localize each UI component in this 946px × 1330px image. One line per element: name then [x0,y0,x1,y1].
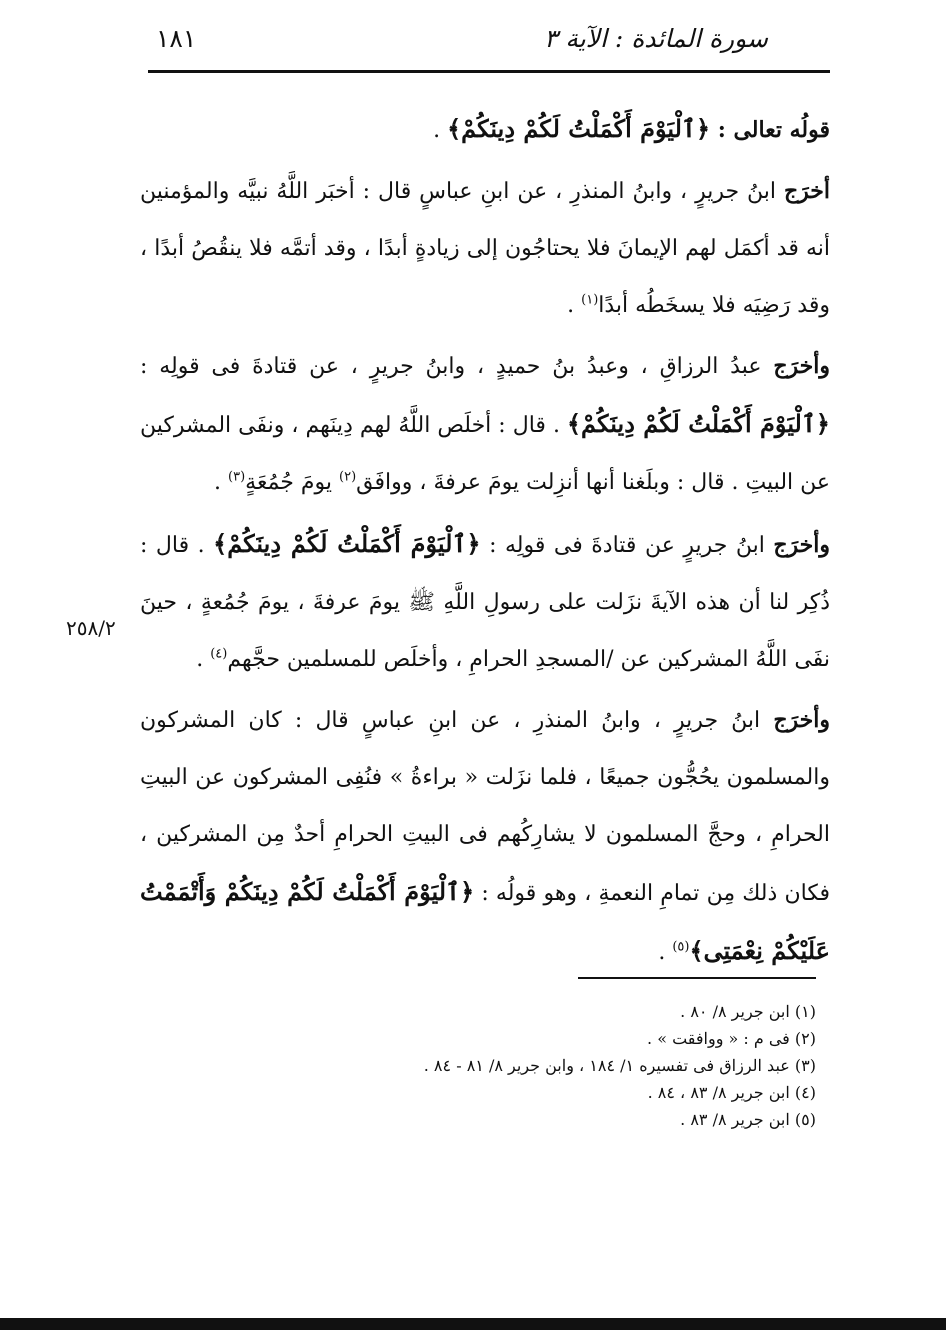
paragraph-text: ابنُ جريرٍ ، وابنُ المنذرِ ، عن ابنِ عباسٍ قال : كان المشركون والمسلمون يحُجُّون جميعًا ، فلما نزَلت « براءةُ » فنُفِى المشركون عن البيتِ الحرامِ ، وحجَّ المسلمون لا يشارِكُهم فى البيتِ الحرامِ أحدٌ مِن المشركين ، فكان ذلك مِن تمامِ النعمةِ ، وهو قولُه : [140,708,830,906]
footnote-ref: (٣) [228,469,246,485]
quran-quote: ﴿ٱلْيَوْمَ أَكْمَلْتُ لَكُمْ دِينَكُمْ﴾ [447,114,711,143]
paragraph-end: . [658,940,673,965]
paragraph-end: . [567,293,582,318]
quran-quote: ﴿ٱلْيَوْمَ أَكْمَلْتُ لَكُمْ دِينَكُمْ﴾ [566,409,830,438]
header-rule [148,70,830,73]
paragraph-verse-heading [140,100,830,159]
margin-volume-page-note: ٢٥٨/٢ [66,616,116,640]
footnote-3: (٣) عبد الرزاق فى تفسيره ١/ ١٨٤ ، وابن جرير ٨/ ٨١ - ٨٤ . [423,1056,816,1075]
lead-word: وأخرَج [773,353,830,379]
paragraph-text: ابنُ جريرٍ ، وابنُ المنذرِ ، عن ابنِ عباسٍ قال : أخبَر اللَّهُ نبيَّه والمؤمنين أنه قد أكمَل لهم الإيمانَ فلا يحتاجُون إلى زيادةٍ أبدًا ، وقد أتمَّه فلا ينقُصُ أبدًا ، وقد رَضِيَه فلا يسخَطُه أبدًا [140,179,830,318]
scan-bottom-edge [0,1318,946,1330]
paragraph-text: . قال : أخلَص اللَّهُ لهم دِينَهم ، ونفَى المشركين عن البيتِ . قال : وبلَغنا أنها أنزِلت يومَ عرفةَ ، ووافَق [140,413,830,495]
page-header [148,18,828,70]
lead-word: وأخرَج [773,707,830,733]
paragraph-3 [140,515,830,688]
quran-quote: ﴿ٱلْيَوْمَ أَكْمَلْتُ لَكُمْ دِينَكُمْ﴾ [213,529,481,558]
paragraph-4 [140,692,830,981]
footnote-ref: (٤) [210,646,228,662]
main-text [140,100,830,981]
footnote-ref: (٥) [672,939,690,955]
footnote-2: (٢) فى م : « ووافقت » . [647,1029,816,1048]
footnote-1: (١) ابن جرير ٨/ ٨٠ . [680,1002,816,1021]
quran-quote: ﴿ٱلْيَوْمَ أَكْمَلْتُ لَكُمْ دِينَكُمْ وَأَتْمَمْتُ عَلَيْكُمْ نِعْمَتِى﴾ [140,877,830,965]
paragraph-text: يومَ جُمُعَةٍ [245,470,339,495]
footnote-5: (٥) ابن جرير ٨/ ٨٣ . [680,1110,816,1129]
lead-word: وأخرَج [773,532,830,558]
footnote-4: (٤) ابن جرير ٨/ ٨٣ ، ٨٤ . [647,1083,816,1102]
paragraph-2 [140,338,830,511]
lead-word: أخرَج [783,178,830,204]
paragraph-end: . [196,647,211,672]
paragraph-text: عبدُ الرزاقِ ، وعبدُ بنُ حميدٍ ، وابنُ جريرٍ ، عن قتادةَ فى قولِه : [140,354,774,379]
paragraph-text: ابنُ جريرٍ عن قتادةَ فى قولِه : [480,533,774,558]
paragraph-end: . [433,118,448,143]
lead-word: قولُه تعالى : [710,117,830,143]
paragraph-end: . [214,470,229,495]
footnote-separator [578,977,816,979]
footnotes [300,998,816,1133]
paragraph-text: . قال : ذُكِر لنا أن هذه الآيةَ نزَلت على رسولِ اللَّهِ ﷺ يومَ عرفةَ ، يومَ جُمُعةٍ ، حينَ نفَى اللَّهُ المشركين عن /المسجدِ الحرامِ ، وأخلَص للمسلمين حجَّهم [140,533,830,672]
footnote-ref: (٢) [339,469,357,485]
page-number: ١٨١ [156,24,197,53]
footnote-ref: (١) [581,292,599,308]
running-title: سورة المائدة : الآية ٣ [543,24,768,53]
paragraph-1 [140,163,830,334]
